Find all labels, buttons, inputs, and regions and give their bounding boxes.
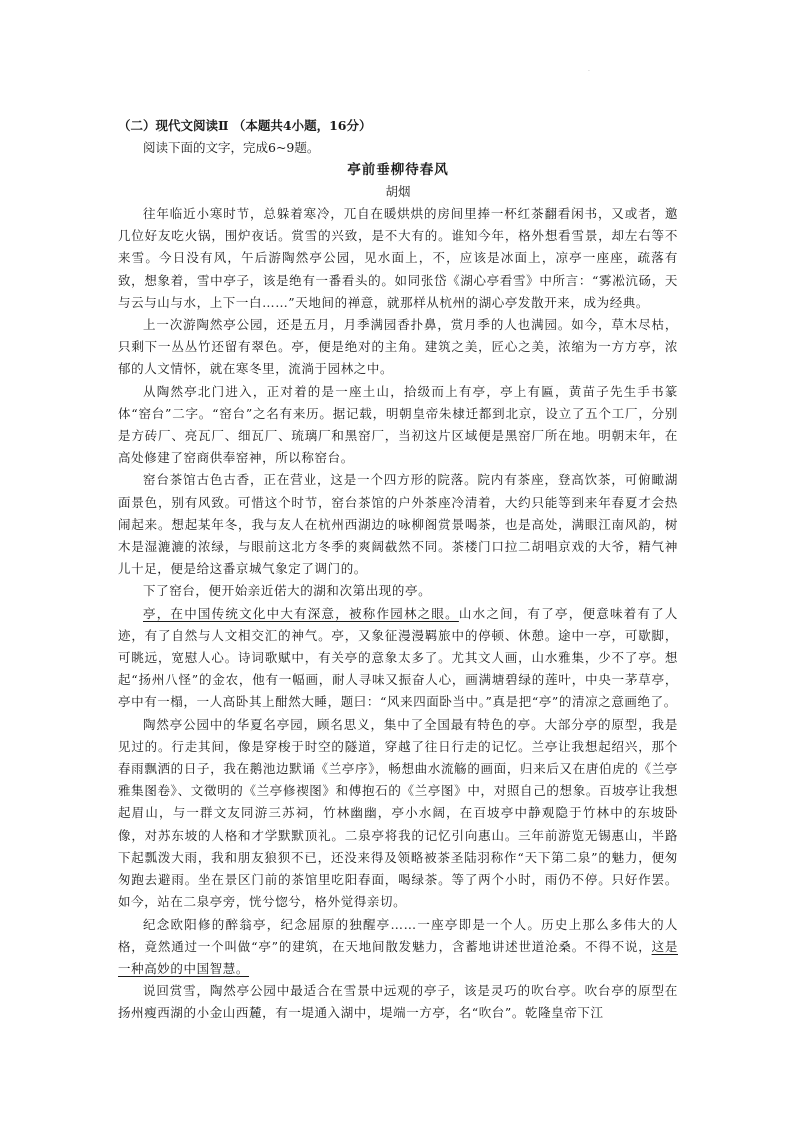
paragraph-text: 山水之间，有了亭，便意味着有了人迹，有了自然与人文相交汇的神气。亭，又象征漫漫羁旅中的停顿、休憩。途中一亭，可歇脚，可眺远，宽慰人心。诗词歌赋中，有关亭的意象太多了。尤其文人画，山水雅集，少不了亭。想起“扬州八怪”的金农，他有一幅画，耐人寻味又振奋人心，画满塘碧绿的莲叶，中央一茅草亭，亭中有一榻，一人高卧其上酣然大睡，题曰：“风来四面卧当中。”真是把“亭”的清凉之意画绝了。: [118, 605, 678, 710]
paragraph-text: 上一次游陶然亭公园，还是五月，月季满园香扑鼻，赏月季的人也满园。如今，草木尽枯，只剩下一丛丛竹还留有翠色。亭，便是绝对的主角。建筑之美，匠心之美，浓缩为一方方亭，浓郁的人文情怀，就在寒冬里，流淌于园林之中。: [118, 317, 678, 377]
article-title: 亭前垂柳待春风: [347, 162, 449, 178]
paragraph-text: 纪念欧阳修的醉翁亭，纪念屈原的独醒亭……一座亭即是一个人。历史上那么多伟大的人格，竟然通过一个叫做“亭”的建筑，在天地间散发魅力，含蓄地讲述世道沧桑。不得不说，: [118, 916, 678, 954]
paragraph-text: 从陶然亭北门进入，正对着的是一座土山，拾级而上有亭，亭上有匾，黄苗子先生手书篆体“窑台”二字。“窑台”之名有来历。据记载，明朝皇帝朱棣迁都到北京，设立了五个工厂，分别是方砖厂、亮瓦厂、细瓦厂、琉璃厂和黑窑厂，当初这片区域便是黑窑厂所在地。明朝末年，在高处修建了窑商供奉窑神，所以称窑台。: [118, 383, 678, 466]
paragraph-text: 说回赏雪，陶然亭公园中最适合在雪景中远观的亭子，该是灵巧的吹台亭。吹台亭的原型在扬州瘦西湖的小金山西麓，有一堤通入湖中，堤端一方亭，名“吹台”。乾隆皇帝下江: [118, 983, 678, 1021]
paragraph-6: [118, 603, 678, 714]
paragraph-1: [118, 203, 678, 314]
article-author: 胡烟: [385, 184, 411, 199]
paragraph-2: [118, 314, 678, 381]
paragraph-9: [118, 980, 678, 1024]
paragraph-5: [118, 580, 678, 602]
paragraph-text: 往年临近小寒时节，总躲着寒冷，兀自在暖烘烘的房间里捧一杯红茶翻看闲书，又或者，邀几位好友吃火锅，围炉夜话。赏雪的兴致，是不大有的。谁知今年，格外想看雪景，却左右等不来雪。今日没有风，午后游陶然亭公园，见水面上，不，应该是冰面上，凉亭一座座，疏落有致，想象着，雪中亭子，该是绝有一番看头的。如同张岱《湖心亭看雪》中所言：“雾凇沆砀，天与云与山与水，上下一白……”天地间的禅意，就那样从杭州的湖心亭发散开来，成为经典。: [118, 206, 678, 310]
reading-section: [118, 115, 678, 1025]
underlined-sentence-2: 这是一种高妙的中国智慧。: [118, 938, 678, 976]
paragraph-4: [118, 469, 678, 580]
page-speck: ·: [588, 68, 590, 75]
paragraph-7: [118, 714, 678, 914]
paragraph-text: 窑台茶馆古色古香，正在营业，这是一个四方形的院落。院内有茶座，登高饮茶，可俯瞰湖面景色，别有风致。可惜这个时节，窑台茶馆的户外茶座冷清着，大约只能等到来年春夏才会热闹起来。想起某年冬，我与友人在杭州西湖边的咏柳阁赏景喝茶，也是高处，满眼江南风韵，树木是湿漉漉的浓绿，与眼前这北方冬季的爽阔截然不同。茶楼门口拉二胡唱京戏的大爷，精气神儿十足，便是给这番京城气象定了调门的。: [118, 472, 678, 577]
paragraph-3: [118, 381, 678, 470]
paragraph-text: 陶然亭公园中的华夏名亭园，顾名思义，集中了全国最有特色的亭。大部分亭的原型，我是见过的。行走其间，像是穿梭于时空的隧道，穿越了往日行走的记忆。兰亭让我想起绍兴，那个春雨飘洒的日子，我在鹅池边默诵《兰亭序》，畅想曲水流觞的画面，归来后又在唐伯虎的《兰亭雅集图卷》、文徵明的《兰亭修禊图》和傅抱石的《兰亭图》中，对照自己的想象。百坡亭让我想起眉山，与一群文友同游三苏祠，竹林幽幽，亭小水阔，在百坡亭中静观隐于竹林中的东坡卧像，对苏东坡的人格和才学默默顶礼。二泉亭将我的记忆引向惠山。三年前游览无锡惠山，半路下起瓢泼大雨，我和朋友狼狈不已，还没来得及领略被茶圣陆羽称作“天下第二泉”的魅力，便匆匆跑去避雨。坐在景区门前的茶馆里吃阳春面，喝绿茶。等了两个小时，雨仍不停。只好作罢。如今，站在二泉亭旁，恍兮惚兮，格外觉得亲切。: [118, 716, 678, 910]
underlined-sentence-1: 亭，在中国传统文化中大有深意，被称作园林之眼。: [143, 605, 459, 621]
section-heading: （二）现代文阅读Ⅱ （本题共4小题，16分）: [118, 118, 372, 133]
paragraph-8: [118, 914, 678, 981]
paragraph-text: 下了窑台，便开始亲近偌大的湖和次第出现的亭。: [143, 583, 432, 599]
section-instruction: 阅读下面的文字，完成6~9题。: [143, 140, 320, 155]
